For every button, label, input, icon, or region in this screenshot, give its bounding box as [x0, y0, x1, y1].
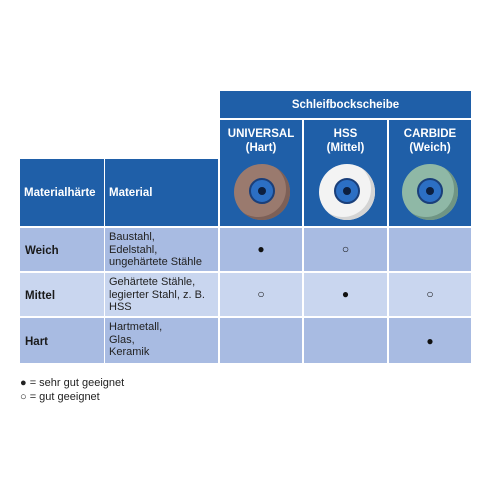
wheel-name-hss: HSS [333, 128, 358, 140]
row-hardness: Weich [25, 245, 59, 257]
suitability-mark: ● [341, 287, 350, 301]
wheel-name-carbide: CARBIDE [403, 128, 457, 140]
wheel-header-universal [220, 120, 302, 226]
wheel-header-carbide [389, 120, 471, 226]
group-title: Schleifbockscheibe [291, 99, 400, 111]
grinding-wheel-universal-image [234, 164, 290, 220]
legend-item-good: ○ = gut geeignet [20, 391, 100, 403]
material-header [105, 159, 218, 226]
row-material: Gehärtete Stähle, legierter Stahl, z. B. HSS [109, 276, 205, 313]
wheel-header-hss [304, 120, 387, 226]
row-material: Baustahl, Edelstahl, ungehärtete Stähle [109, 231, 202, 268]
legend [20, 376, 124, 404]
row-hardness: Hart [25, 336, 49, 348]
suitability-mark: ● [426, 334, 434, 348]
hardness-header-label: Materialhärte [24, 187, 96, 199]
suitability-mark: ○ [257, 287, 265, 301]
suitability-mark: ● [257, 242, 265, 256]
suitability-mark: ○ [426, 287, 434, 301]
wheel-sub-carbide: (Weich) [409, 142, 451, 154]
row-divider [104, 228, 105, 271]
row-divider [302, 318, 304, 363]
wheel-sub-universal: (Hart) [245, 142, 277, 154]
wheel-name-universal: UNIVERSAL [227, 128, 295, 140]
legend-item-very-good: ● = sehr gut geeignet [20, 377, 125, 389]
row-hardness: Mittel [25, 290, 56, 302]
row-divider [104, 318, 105, 363]
row-divider [387, 228, 389, 271]
material-header-label: Material [109, 187, 153, 199]
row-divider [218, 318, 220, 363]
suitability-mark: ○ [341, 242, 350, 256]
grinding-wheel-hss-image [319, 164, 375, 220]
row-divider [104, 273, 105, 316]
grinding-wheel-carbide-image [402, 164, 458, 220]
hardness-header [20, 159, 104, 226]
wheel-sub-hss: (Mittel) [326, 142, 365, 154]
row-material: Hartmetall, Glas, Keramik [109, 321, 163, 358]
group-header [220, 91, 471, 118]
